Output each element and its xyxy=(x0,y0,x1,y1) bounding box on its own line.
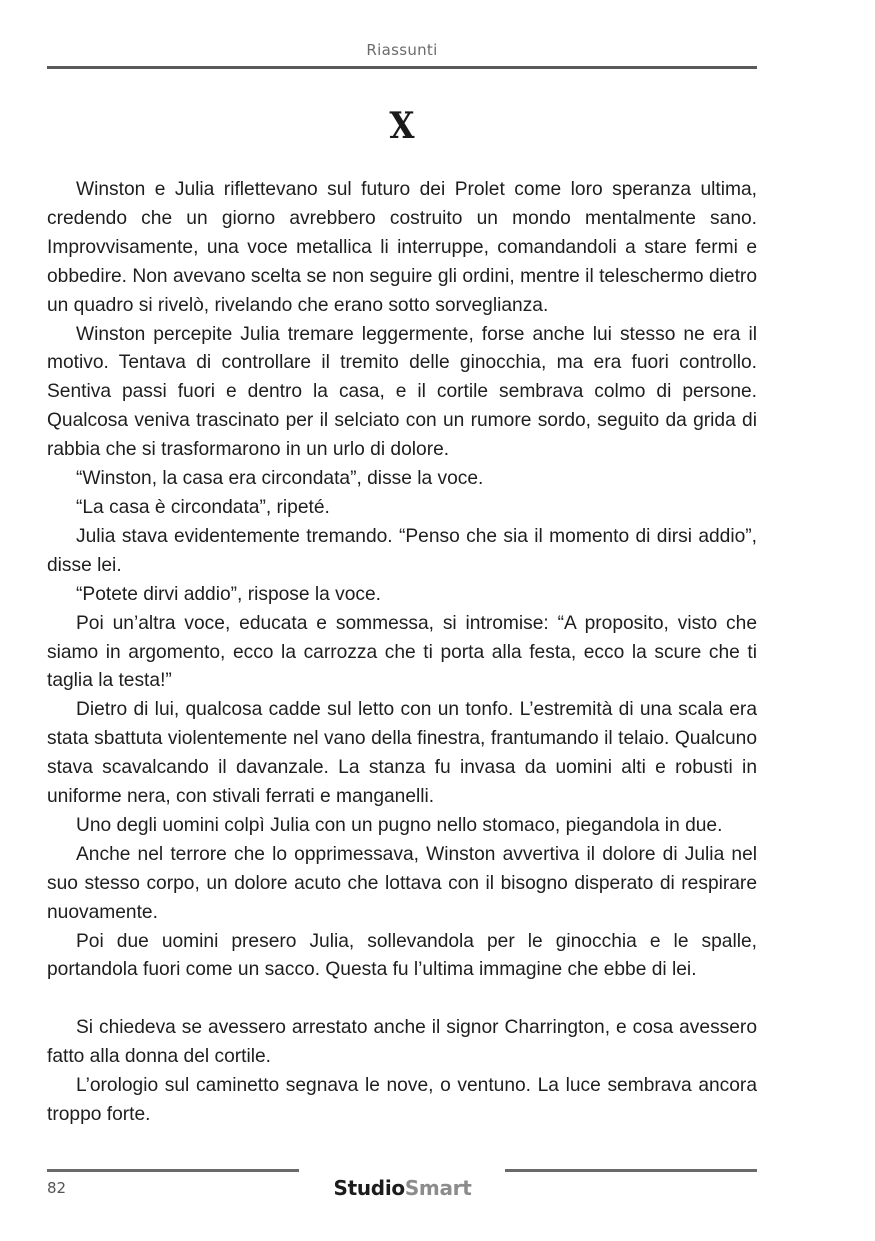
paragraph: Julia stava evidentemente tremando. “Penso che sia il momento di dirsi addio”, disse lei. xyxy=(47,525,757,576)
paragraph: “Potete dirvi addio”, rispose la voce. xyxy=(76,583,382,605)
paragraph: “La casa è circondata”, ripeté. xyxy=(76,496,330,518)
header-divider xyxy=(47,66,757,69)
page-number: 82 xyxy=(47,1179,67,1197)
paragraph: Anche nel terrore che lo opprimessava, Winston avvertiva il dolore di Julia nel suo stesso corpo, un dolore acuto che lottava con il bisogno disperato di respirare nuovamente. xyxy=(47,843,757,923)
body-text xyxy=(47,176,757,1130)
paragraph: Poi un’altra voce, educata e sommessa, si intromise: “A proposito, visto che siamo in argomento, ecco la carrozza che ti porta alla festa, ecco la scure che ti taglia la testa!” xyxy=(47,612,757,692)
paragraph: Si chiedeva se avessero arrestato anche il signor Charrington, e cosa avessero fatto alla donna del cortile. xyxy=(47,1017,757,1068)
paragraph: Poi due uomini presero Julia, sollevandola per le ginocchia e le spalle, portandola fuori come un sacco. Questa fu l’ultima immagine che ebbe di lei. xyxy=(47,930,757,981)
paragraph: Winston percepite Julia tremare leggermente, forse anche lui stesso ne era il motivo. Tentava di controllare il tremito delle ginocchia, ma era fuori controllo. Sentiva passi fuori e dentro la casa, e il cortile sembrava colmo di persone. Qualcosa veniva trascinato per il selciato con un rumore sordo, seguito da grida di rabbia che si trasformarono in un urlo di dolore. xyxy=(47,323,757,461)
paragraph: “Winston, la casa era circondata”, disse la voce. xyxy=(76,468,484,490)
paragraph: Uno degli uomini colpì Julia con un pugno nello stomaco, piegandola in due. xyxy=(76,814,723,836)
publisher-logo xyxy=(300,1176,505,1200)
paragraph: L’orologio sul caminetto segnava le nove, o ventuno. La luce sembrava ancora troppo forte. xyxy=(47,1075,757,1125)
paragraph: Winston e Julia riflettevano sul futuro dei Prolet come loro speranza ultima, credendo che un giorno avrebbero costruito un mondo mentalmente sano. Improvvisamente, una voce metallica li interruppe, comandandoli a stare fermi e obbedire. Non avevano scelta se non seguire gli ordini, mentre il teleschermo dietro un quadro si rivelò, rivelando che erano sotto sorveglianza. xyxy=(47,179,757,316)
footer-divider-right xyxy=(505,1169,757,1172)
logo-text-smart: Smart xyxy=(404,1176,472,1200)
logo-text-studio: Studio xyxy=(333,1176,405,1200)
running-header: Riassunti xyxy=(366,41,438,59)
chapter-title: X xyxy=(389,105,415,147)
footer-divider-left xyxy=(47,1169,299,1172)
paragraph: Dietro di lui, qualcosa cadde sul letto con un tonfo. L’estremità di una scala era stata sbattuta violentemente nel vano della finestra, frantumando il telaio. Qualcuno stava scavalcando il davanzale. La stanza fu invasa da uomini alti e robusti in uniforme nera, con stivali ferrati e manganelli. xyxy=(47,699,757,808)
